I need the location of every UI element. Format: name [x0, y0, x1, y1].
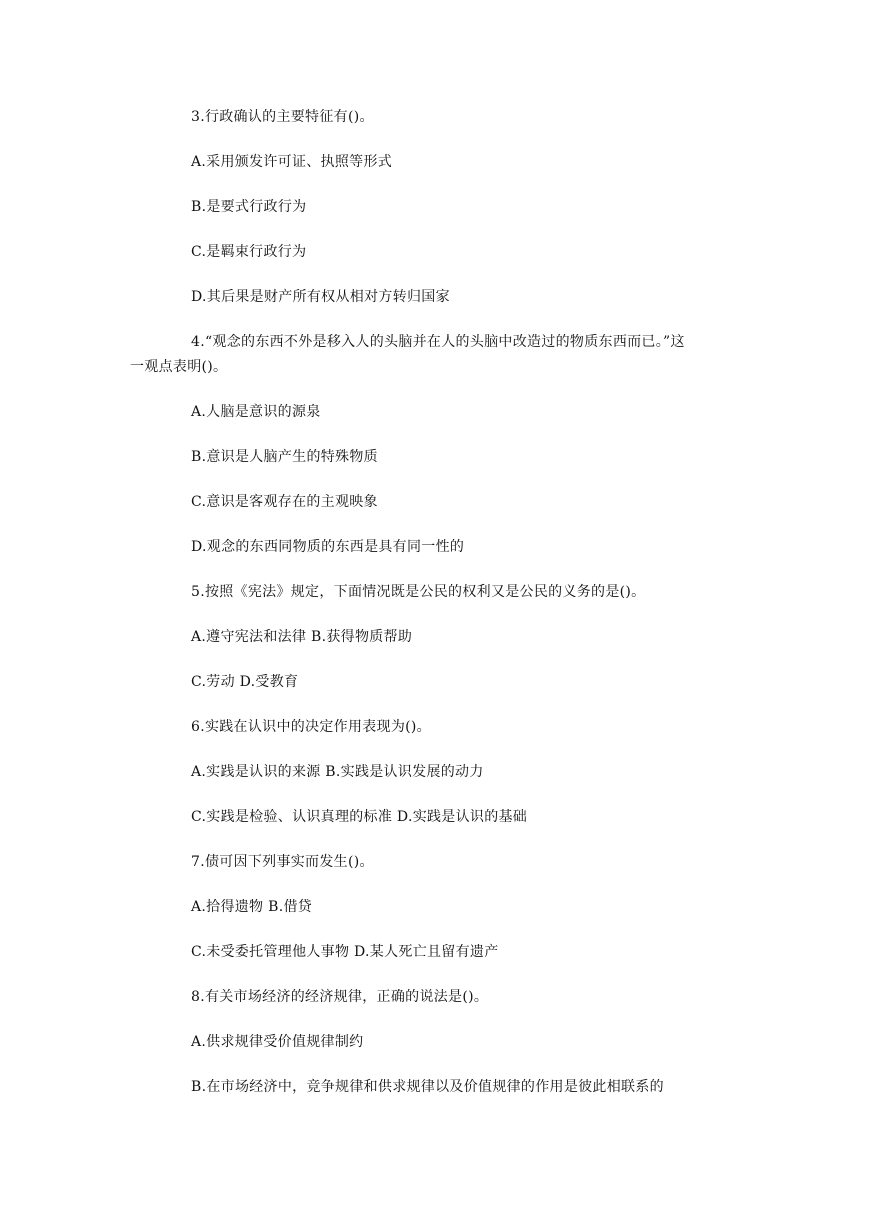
question-4-line-2: 一观点表明()。: [130, 359, 228, 375]
question-4-line-1: 4.“观念的东西不外是移入人的头脑并在人的头脑中改造过的物质东西而已。”这: [191, 334, 685, 350]
question-5: 5.按照《宪法》规定，下面情况既是公民的权利又是公民的义务的是()。: [191, 584, 646, 600]
option-4a: A.人脑是意识的源泉: [191, 404, 321, 420]
question-7: 7.债可因下列事实而发生()。: [191, 854, 374, 870]
option-4c: C.意识是客观存在的主观映象: [191, 494, 378, 510]
option-7cd: C.未受委托管理他人事物 D.某人死亡且留有遗产: [191, 944, 499, 960]
option-5cd: C.劳动 D.受教育: [191, 674, 299, 690]
option-3b: B.是要式行政行为: [191, 199, 307, 215]
option-5ab: A.遵守宪法和法律 B.获得物质帮助: [191, 629, 413, 645]
option-7ab: A.拾得遗物 B.借贷: [191, 899, 313, 915]
option-6ab: A.实践是认识的来源 B.实践是认识发展的动力: [191, 764, 484, 780]
option-3a: A.采用颁发许可证、执照等形式: [191, 154, 393, 170]
option-4b: B.意识是人脑产生的特殊物质: [191, 449, 378, 465]
question-8: 8.有关市场经济的经济规律，正确的说法是()。: [191, 989, 489, 1005]
question-6: 6.实践在认识中的决定作用表现为()。: [191, 719, 431, 735]
option-8b: B.在市场经济中，竞争规律和供求规律以及价值规律的作用是彼此相联系的: [191, 1079, 664, 1095]
option-4d: D.观念的东西同物质的东西是具有同一性的: [191, 539, 465, 555]
option-3d: D.其后果是财产所有权从相对方转归国家: [191, 289, 450, 305]
option-6cd: C.实践是检验、认识真理的标准 D.实践是认识的基础: [191, 809, 528, 825]
option-3c: C.是羁束行政行为: [191, 244, 307, 260]
option-8a: A.供求规律受价值规律制约: [191, 1034, 364, 1050]
question-3: 3.行政确认的主要特征有()。: [191, 109, 374, 125]
